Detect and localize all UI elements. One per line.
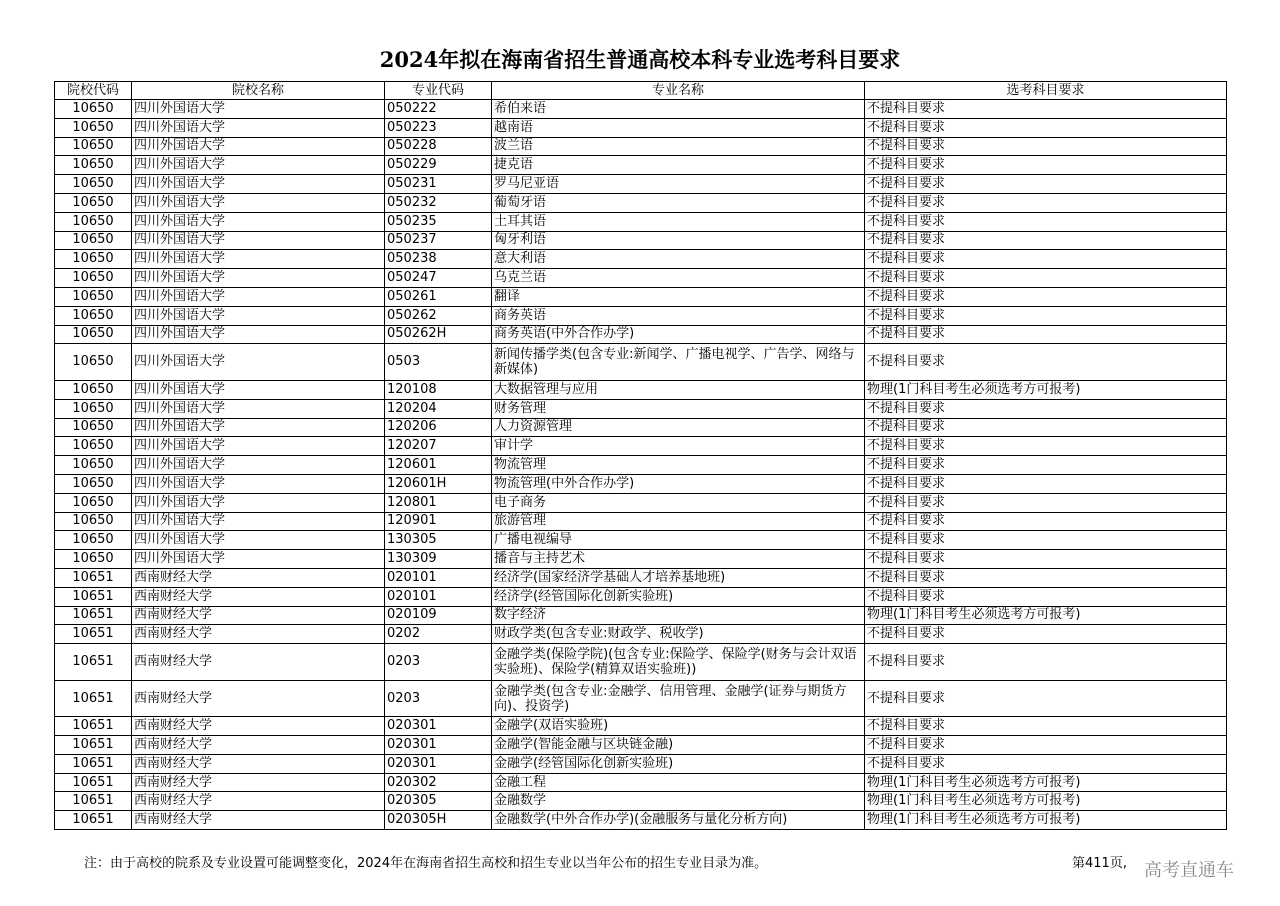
cell-major-code: 120207	[385, 437, 492, 456]
cell-school-code: 10650	[55, 550, 132, 569]
cell-major-code: 050238	[385, 250, 492, 269]
table-row	[55, 156, 1227, 175]
cell-major-name: 越南语	[492, 118, 865, 137]
cell-school-name: 四川外国语大学	[132, 156, 385, 175]
cell-school-code: 10651	[55, 568, 132, 587]
cell-major-code: 120108	[385, 380, 492, 399]
cell-school-code: 10650	[55, 231, 132, 250]
cell-requirement: 不提科目要求	[865, 231, 1227, 250]
cell-requirement: 不提科目要求	[865, 587, 1227, 606]
cell-major-name: 商务英语(中外合作办学)	[492, 325, 865, 344]
cell-major-code: 050262H	[385, 325, 492, 344]
table-row	[55, 493, 1227, 512]
cell-school-name: 四川外国语大学	[132, 325, 385, 344]
cell-requirement: 不提科目要求	[865, 568, 1227, 587]
watermark: 高考直通车	[1144, 860, 1234, 881]
cell-requirement: 物理(1门科目考生必须选考方可报考)	[865, 792, 1227, 811]
cell-requirement: 不提科目要求	[865, 493, 1227, 512]
cell-school-code: 10651	[55, 587, 132, 606]
cell-school-name: 四川外国语大学	[132, 193, 385, 212]
cell-school-code: 10650	[55, 175, 132, 194]
cell-school-name: 西南财经大学	[132, 680, 385, 717]
cell-major-name: 旅游管理	[492, 512, 865, 531]
table-row	[55, 587, 1227, 606]
cell-school-name: 西南财经大学	[132, 792, 385, 811]
cell-school-name: 四川外国语大学	[132, 418, 385, 437]
cell-major-code: 0203	[385, 644, 492, 681]
cell-requirement: 不提科目要求	[865, 156, 1227, 175]
cell-major-name: 土耳其语	[492, 212, 865, 231]
cell-school-code: 10650	[55, 399, 132, 418]
cell-school-code: 10650	[55, 156, 132, 175]
requirements-table	[54, 81, 1227, 830]
table-row	[55, 736, 1227, 755]
cell-major-name: 葡萄牙语	[492, 193, 865, 212]
cell-major-name: 经济学(经管国际化创新实验班)	[492, 587, 865, 606]
cell-school-name: 四川外国语大学	[132, 269, 385, 288]
cell-major-code: 120901	[385, 512, 492, 531]
header-major-code: 专业代码	[385, 82, 492, 100]
cell-requirement: 不提科目要求	[865, 456, 1227, 475]
table-row	[55, 717, 1227, 736]
cell-school-name: 四川外国语大学	[132, 118, 385, 137]
cell-major-code: 120801	[385, 493, 492, 512]
cell-major-name: 希伯来语	[492, 100, 865, 119]
cell-school-code: 10650	[55, 100, 132, 119]
table-row	[55, 644, 1227, 681]
cell-major-name: 意大利语	[492, 250, 865, 269]
table-row	[55, 399, 1227, 418]
table-row	[55, 754, 1227, 773]
cell-major-name: 财政学类(包含专业:财政学、税收学)	[492, 625, 865, 644]
table-row	[55, 437, 1227, 456]
cell-requirement: 不提科目要求	[865, 754, 1227, 773]
cell-school-code: 10650	[55, 269, 132, 288]
table-row	[55, 792, 1227, 811]
cell-major-code: 020301	[385, 717, 492, 736]
cell-major-code: 130305	[385, 531, 492, 550]
cell-school-name: 四川外国语大学	[132, 212, 385, 231]
cell-school-code: 10650	[55, 493, 132, 512]
cell-requirement: 不提科目要求	[865, 474, 1227, 493]
cell-school-name: 四川外国语大学	[132, 399, 385, 418]
table-row	[55, 325, 1227, 344]
cell-school-name: 四川外国语大学	[132, 474, 385, 493]
cell-school-name: 西南财经大学	[132, 811, 385, 830]
table-row	[55, 456, 1227, 475]
cell-major-name: 金融工程	[492, 773, 865, 792]
cell-school-name: 西南财经大学	[132, 754, 385, 773]
cell-school-name: 四川外国语大学	[132, 550, 385, 569]
table-row	[55, 773, 1227, 792]
table-row	[55, 118, 1227, 137]
table-row	[55, 137, 1227, 156]
table-row	[55, 212, 1227, 231]
table-row	[55, 680, 1227, 717]
cell-major-code: 050261	[385, 287, 492, 306]
cell-major-code: 050247	[385, 269, 492, 288]
cell-school-name: 西南财经大学	[132, 606, 385, 625]
table-row	[55, 250, 1227, 269]
cell-school-name: 四川外国语大学	[132, 437, 385, 456]
cell-major-code: 050223	[385, 118, 492, 137]
cell-school-name: 西南财经大学	[132, 773, 385, 792]
cell-requirement: 不提科目要求	[865, 680, 1227, 717]
cell-major-code: 120601H	[385, 474, 492, 493]
table-row	[55, 606, 1227, 625]
table-row	[55, 550, 1227, 569]
cell-school-name: 四川外国语大学	[132, 287, 385, 306]
cell-requirement: 不提科目要求	[865, 344, 1227, 381]
cell-major-code: 120601	[385, 456, 492, 475]
cell-school-name: 四川外国语大学	[132, 531, 385, 550]
header-requirement: 选考科目要求	[865, 82, 1227, 100]
cell-requirement: 不提科目要求	[865, 437, 1227, 456]
cell-major-name: 波兰语	[492, 137, 865, 156]
cell-requirement: 不提科目要求	[865, 625, 1227, 644]
header-school-name: 院校名称	[132, 82, 385, 100]
cell-school-code: 10650	[55, 474, 132, 493]
cell-school-code: 10650	[55, 118, 132, 137]
table-row	[55, 231, 1227, 250]
cell-major-name: 物流管理(中外合作办学)	[492, 474, 865, 493]
cell-major-code: 020305	[385, 792, 492, 811]
cell-major-code: 0202	[385, 625, 492, 644]
table-row	[55, 625, 1227, 644]
cell-school-code: 10650	[55, 531, 132, 550]
cell-major-code: 020101	[385, 587, 492, 606]
cell-major-name: 乌克兰语	[492, 269, 865, 288]
cell-major-code: 0503	[385, 344, 492, 381]
cell-major-code: 050237	[385, 231, 492, 250]
table-row	[55, 512, 1227, 531]
cell-school-code: 10650	[55, 418, 132, 437]
table-row	[55, 344, 1227, 381]
cell-school-name: 四川外国语大学	[132, 231, 385, 250]
cell-school-name: 西南财经大学	[132, 568, 385, 587]
cell-major-name: 金融学类(保险学院)(包含专业:保险学、保险学(财务与会计双语实验班)、保险学(精算双语实验班))	[492, 644, 865, 681]
cell-school-code: 10650	[55, 287, 132, 306]
cell-major-code: 050229	[385, 156, 492, 175]
cell-major-code: 050262	[385, 306, 492, 325]
cell-school-code: 10651	[55, 792, 132, 811]
cell-major-name: 金融学类(包含专业:金融学、信用管理、金融学(证券与期货方向)、投资学)	[492, 680, 865, 717]
table-body	[55, 100, 1227, 830]
cell-major-code: 130309	[385, 550, 492, 569]
table-row	[55, 175, 1227, 194]
cell-major-code: 020301	[385, 736, 492, 755]
table-header-row	[55, 82, 1227, 100]
cell-major-code: 050231	[385, 175, 492, 194]
cell-school-name: 四川外国语大学	[132, 175, 385, 194]
cell-major-name: 金融数学(中外合作办学)(金融服务与量化分析方向)	[492, 811, 865, 830]
page-title: 2024年拟在海南省招生普通高校本科专业选考科目要求	[379, 47, 901, 72]
cell-major-name: 金融学(智能金融与区块链金融)	[492, 736, 865, 755]
cell-school-name: 西南财经大学	[132, 587, 385, 606]
table-row	[55, 531, 1227, 550]
cell-major-code: 120204	[385, 399, 492, 418]
table-row	[55, 193, 1227, 212]
cell-major-name: 广播电视编导	[492, 531, 865, 550]
table-row	[55, 306, 1227, 325]
cell-major-name: 播音与主持艺术	[492, 550, 865, 569]
cell-requirement: 物理(1门科目考生必须选考方可报考)	[865, 380, 1227, 399]
cell-school-name: 四川外国语大学	[132, 250, 385, 269]
cell-requirement: 不提科目要求	[865, 736, 1227, 755]
cell-school-name: 四川外国语大学	[132, 456, 385, 475]
cell-major-name: 翻译	[492, 287, 865, 306]
cell-major-code: 120206	[385, 418, 492, 437]
cell-school-code: 10650	[55, 306, 132, 325]
cell-school-name: 四川外国语大学	[132, 344, 385, 381]
cell-major-name: 金融学(经管国际化创新实验班)	[492, 754, 865, 773]
cell-school-code: 10650	[55, 437, 132, 456]
cell-school-code: 10650	[55, 137, 132, 156]
cell-major-name: 金融学(双语实验班)	[492, 717, 865, 736]
table-row	[55, 380, 1227, 399]
cell-requirement: 不提科目要求	[865, 175, 1227, 194]
header-school-code: 院校代码	[55, 82, 132, 100]
cell-major-name: 商务英语	[492, 306, 865, 325]
cell-major-name: 物流管理	[492, 456, 865, 475]
cell-school-code: 10650	[55, 512, 132, 531]
cell-major-name: 金融数学	[492, 792, 865, 811]
cell-major-name: 财务管理	[492, 399, 865, 418]
cell-school-name: 四川外国语大学	[132, 137, 385, 156]
table-row	[55, 287, 1227, 306]
cell-major-code: 020305H	[385, 811, 492, 830]
cell-major-code: 020302	[385, 773, 492, 792]
cell-school-code: 10650	[55, 344, 132, 381]
cell-requirement: 不提科目要求	[865, 212, 1227, 231]
table-row	[55, 811, 1227, 830]
cell-major-code: 020301	[385, 754, 492, 773]
cell-school-name: 四川外国语大学	[132, 380, 385, 399]
cell-requirement: 不提科目要求	[865, 644, 1227, 681]
cell-requirement: 物理(1门科目考生必须选考方可报考)	[865, 811, 1227, 830]
cell-major-name: 审计学	[492, 437, 865, 456]
cell-major-name: 人力资源管理	[492, 418, 865, 437]
cell-requirement: 不提科目要求	[865, 325, 1227, 344]
cell-major-code: 0203	[385, 680, 492, 717]
table-row	[55, 474, 1227, 493]
cell-requirement: 物理(1门科目考生必须选考方可报考)	[865, 606, 1227, 625]
cell-school-name: 西南财经大学	[132, 736, 385, 755]
cell-requirement: 不提科目要求	[865, 118, 1227, 137]
cell-school-name: 四川外国语大学	[132, 512, 385, 531]
cell-school-name: 四川外国语大学	[132, 493, 385, 512]
cell-major-code: 020101	[385, 568, 492, 587]
cell-school-code: 10650	[55, 456, 132, 475]
cell-requirement: 不提科目要求	[865, 269, 1227, 288]
cell-major-name: 新闻传播学类(包含专业:新闻学、广播电视学、广告学、网络与新媒体)	[492, 344, 865, 381]
cell-major-code: 020109	[385, 606, 492, 625]
cell-major-name: 罗马尼亚语	[492, 175, 865, 194]
cell-requirement: 不提科目要求	[865, 717, 1227, 736]
cell-requirement: 不提科目要求	[865, 100, 1227, 119]
table-row	[55, 269, 1227, 288]
cell-requirement: 不提科目要求	[865, 250, 1227, 269]
cell-school-name: 西南财经大学	[132, 717, 385, 736]
cell-requirement: 不提科目要求	[865, 512, 1227, 531]
cell-major-name: 电子商务	[492, 493, 865, 512]
cell-school-code: 10651	[55, 606, 132, 625]
cell-school-code: 10651	[55, 680, 132, 717]
table-row	[55, 568, 1227, 587]
cell-school-code: 10650	[55, 193, 132, 212]
cell-major-name: 经济学(国家经济学基础人才培养基地班)	[492, 568, 865, 587]
cell-school-name: 西南财经大学	[132, 644, 385, 681]
cell-major-name: 匈牙利语	[492, 231, 865, 250]
cell-requirement: 不提科目要求	[865, 193, 1227, 212]
cell-school-code: 10650	[55, 380, 132, 399]
cell-requirement: 不提科目要求	[865, 399, 1227, 418]
cell-requirement: 不提科目要求	[865, 531, 1227, 550]
cell-requirement: 不提科目要求	[865, 287, 1227, 306]
footer-note: 注：由于高校的院系及专业设置可能调整变化，2024年在海南省招生高校和招生专业以当年公布的招生专业目录为准。	[84, 856, 768, 871]
cell-major-name: 大数据管理与应用	[492, 380, 865, 399]
cell-major-name: 数字经济	[492, 606, 865, 625]
cell-school-code: 10650	[55, 212, 132, 231]
cell-school-name: 四川外国语大学	[132, 100, 385, 119]
cell-school-code: 10651	[55, 625, 132, 644]
cell-school-code: 10651	[55, 717, 132, 736]
cell-major-code: 050232	[385, 193, 492, 212]
cell-school-code: 10651	[55, 754, 132, 773]
cell-school-code: 10651	[55, 644, 132, 681]
cell-school-code: 10650	[55, 250, 132, 269]
table-row	[55, 100, 1227, 119]
table-row	[55, 418, 1227, 437]
header-major-name: 专业名称	[492, 82, 865, 100]
cell-requirement: 不提科目要求	[865, 306, 1227, 325]
cell-requirement: 不提科目要求	[865, 550, 1227, 569]
cell-major-code: 050228	[385, 137, 492, 156]
cell-major-code: 050222	[385, 100, 492, 119]
cell-school-code: 10651	[55, 811, 132, 830]
cell-school-code: 10651	[55, 773, 132, 792]
cell-school-name: 西南财经大学	[132, 625, 385, 644]
cell-requirement: 不提科目要求	[865, 418, 1227, 437]
cell-requirement: 不提科目要求	[865, 137, 1227, 156]
cell-school-code: 10650	[55, 325, 132, 344]
cell-major-code: 050235	[385, 212, 492, 231]
page-number: 第411页,	[1072, 856, 1127, 871]
cell-requirement: 物理(1门科目考生必须选考方可报考)	[865, 773, 1227, 792]
cell-school-code: 10651	[55, 736, 132, 755]
cell-school-name: 四川外国语大学	[132, 306, 385, 325]
cell-major-name: 捷克语	[492, 156, 865, 175]
